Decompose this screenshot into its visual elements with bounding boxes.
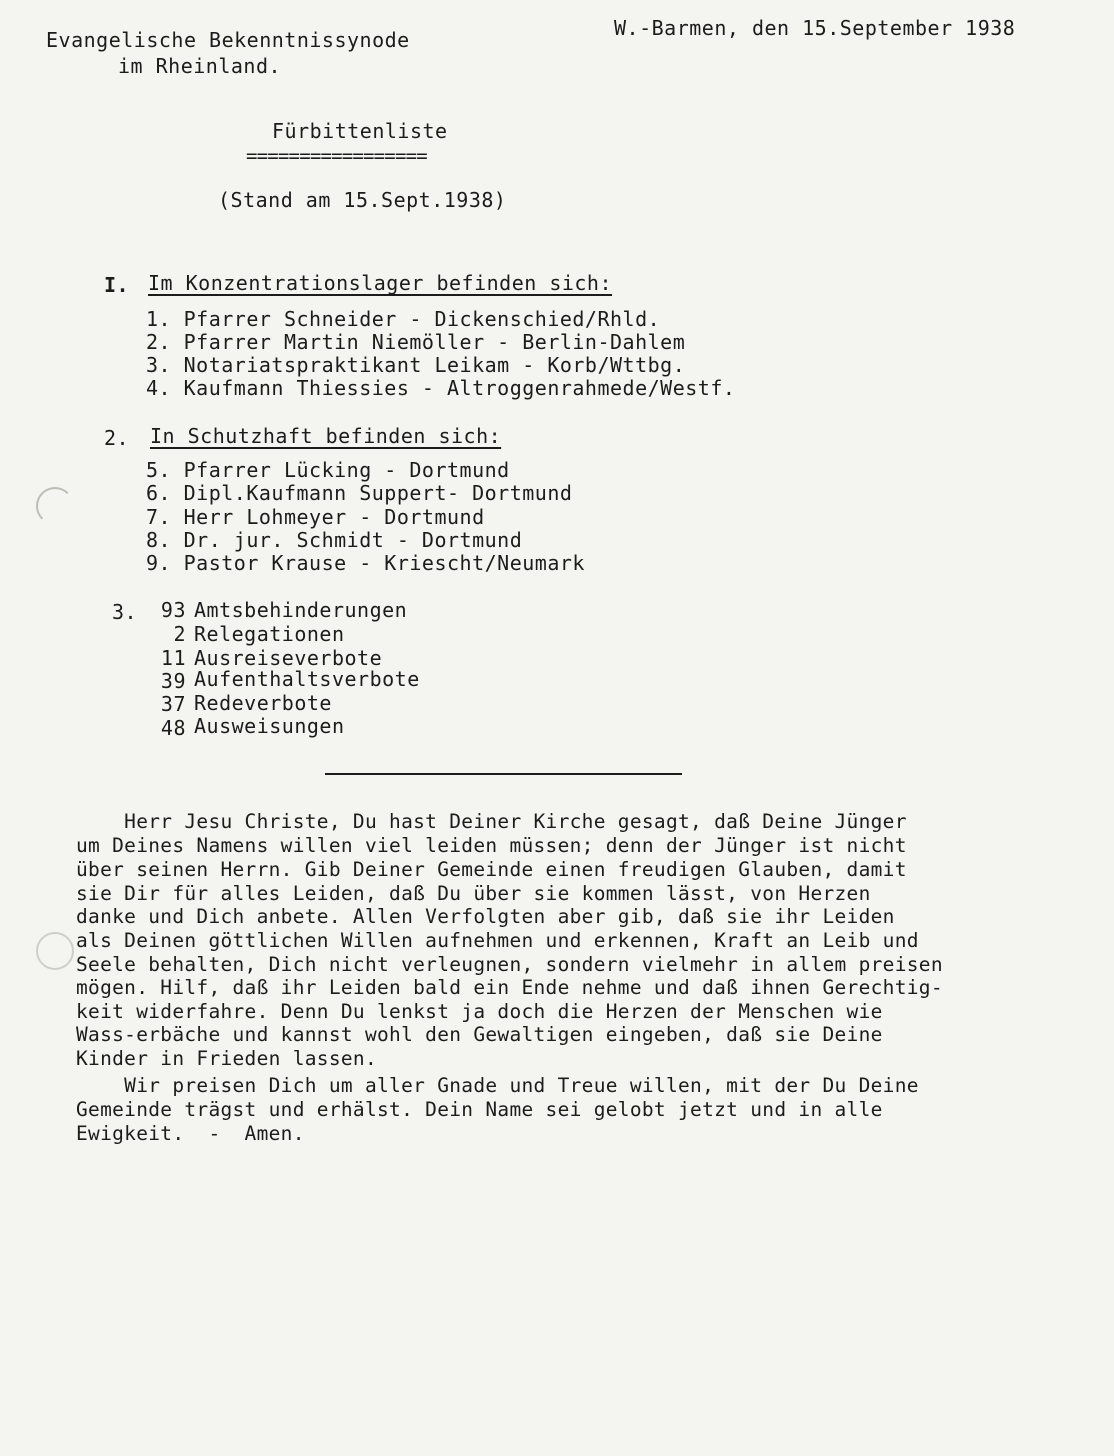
prayer-line: über seinen Herrn. Gib Deiner Gemeinde einen freudigen Glauben, damit — [76, 858, 907, 881]
list-item: 8. Dr. jur. Schmidt - Dortmund — [146, 528, 523, 552]
punch-hole-mark — [36, 487, 74, 525]
punch-hole-mark — [36, 932, 74, 970]
section1-number: I. — [104, 273, 130, 297]
stat-count: 93 — [160, 598, 186, 622]
stat-label: Relegationen — [194, 622, 345, 646]
section2-number: 2. — [104, 426, 130, 450]
list-item: 3. Notariatspraktikant Leikam - Korb/Wttbg. — [146, 353, 686, 377]
list-item: 1. Pfarrer Schneider - Dickenschied/Rhld. — [146, 307, 661, 331]
stat-label: Redeverbote — [194, 691, 332, 715]
section3-number: 3. — [112, 600, 138, 624]
section2-heading: In Schutzhaft befinden sich: — [150, 424, 502, 448]
list-item: 5. Pfarrer Lücking - Dortmund — [146, 458, 510, 482]
prayer-line: Kinder in Frieden lassen. — [76, 1047, 377, 1070]
place-and-date: W.-Barmen, den 15.September 1938 — [614, 16, 1016, 40]
stat-label: Ausreiseverbote — [194, 646, 383, 670]
prayer-line: als Deinen göttlichen Willen aufnehmen und erkennen, Kraft an Leib und — [76, 929, 919, 952]
organization-region: im Rheinland. — [118, 54, 282, 78]
document-title: Fürbittenliste — [272, 119, 448, 143]
prayer-line: Gemeinde trägst und erhälst. Dein Name sei gelobt jetzt und in alle — [76, 1098, 883, 1121]
section1-heading: Im Konzentrationslager befinden sich: — [148, 271, 613, 295]
list-item: 7. Herr Lohmeyer - Dortmund — [146, 505, 485, 529]
stat-count: 2 — [173, 622, 186, 646]
stat-count: 37 — [160, 692, 186, 716]
list-item: 6. Dipl.Kaufmann Suppert- Dortmund — [146, 481, 573, 505]
section-separator — [325, 773, 682, 775]
prayer-line: sie Dir für alles Leiden, daß Du über sie kommen lässt, von Herzen — [76, 882, 871, 905]
stat-label: Aufenthaltsverbote — [194, 667, 420, 691]
prayer-line: mögen. Hilf, daß ihr Leiden bald ein Ende nehme und daß ihnen Gerechtig- — [76, 976, 943, 999]
prayer-line: Ewigkeit. - Amen. — [76, 1122, 305, 1145]
list-item: 9. Pastor Krause - Kriescht/Neumark — [146, 551, 585, 575]
prayer-line: um Deines Namens willen viel leiden müssen; denn der Jünger ist nicht — [76, 834, 907, 857]
list-item: 4. Kaufmann Thiessies - Altroggenrahmede/Westf. — [146, 376, 736, 400]
prayer-line: Wir preisen Dich um aller Gnade und Treue willen, mit der Du Deine — [76, 1074, 919, 1097]
prayer-line: Herr Jesu Christe, Du hast Deiner Kirche gesagt, daß Deine Jünger — [76, 810, 907, 833]
list-item: 2. Pfarrer Martin Niemöller - Berlin-Dahlem — [146, 330, 686, 354]
prayer-line: Wass-erbäche und kannst wohl den Gewaltigen eingeben, daß sie Deine — [76, 1023, 883, 1046]
prayer-line: keit widerfahre. Denn Du lenkst ja doch die Herzen der Menschen wie — [76, 1000, 883, 1023]
stat-count: 48 — [160, 716, 186, 740]
stat-count: 39 — [160, 669, 186, 693]
prayer-line: Seele behalten, Dich nicht verleugnen, sondern vielmehr in allem preisen — [76, 953, 943, 976]
prayer-line: danke und Dich anbete. Allen Verfolgten aber gib, daß sie ihr Leiden — [76, 905, 895, 928]
stat-label: Amtsbehinderungen — [194, 598, 408, 622]
organization-name: Evangelische Bekenntnissynode — [46, 28, 410, 52]
document-subtitle: (Stand am 15.Sept.1938) — [218, 188, 507, 212]
title-rule: ================= — [246, 145, 427, 167]
stat-label: Ausweisungen — [194, 714, 345, 738]
stat-count: 11 — [160, 646, 186, 670]
